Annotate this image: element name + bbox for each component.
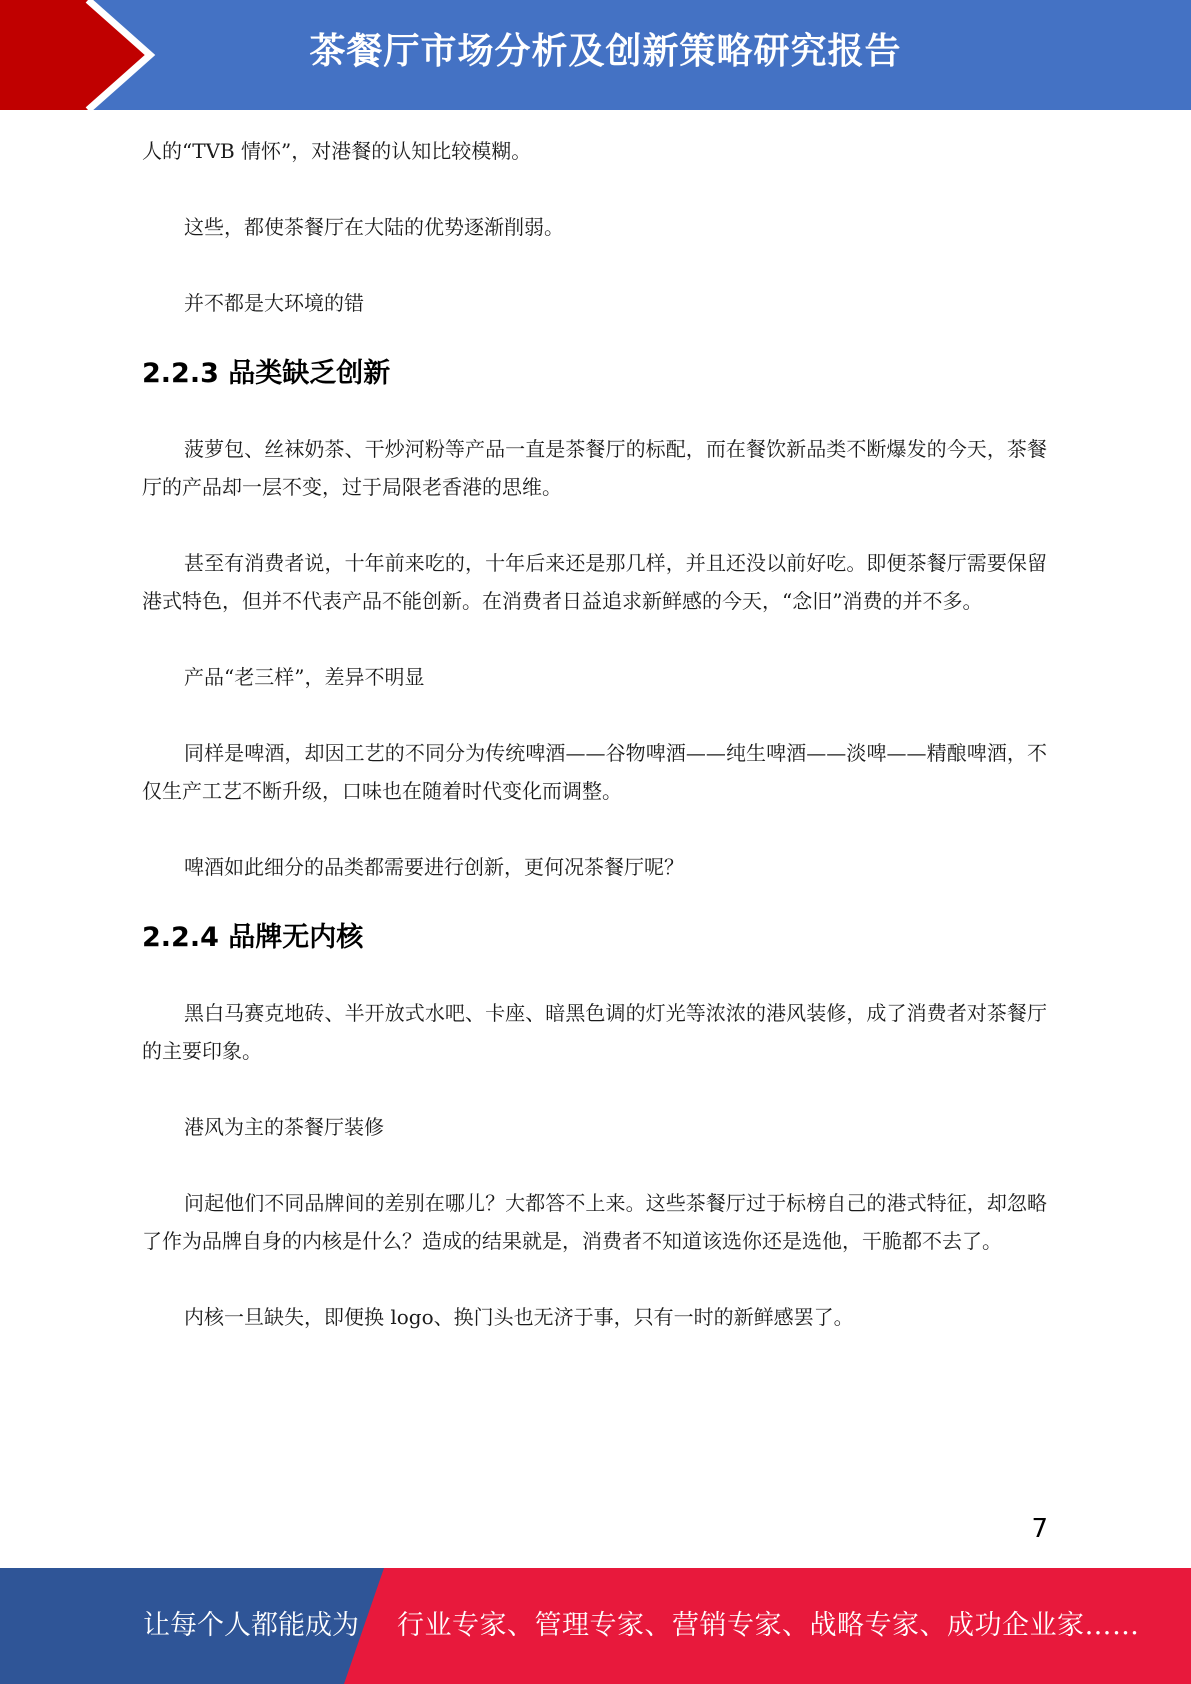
header-arrow-decoration — [0, 0, 160, 110]
page-footer — [0, 1568, 1191, 1684]
footer-slogan-lead: 让每个人都能成为 — [143, 1610, 359, 1641]
page-header — [0, 0, 1191, 110]
body-paragraph: 港风为主的茶餐厅装修 — [184, 1115, 384, 1139]
body-paragraph: 问起他们不同品牌间的差别在哪儿？大都答不上来。这些茶餐厅过于标榜自己的港式特征，却忽略了作为品牌自身的内核是什么？造成的结果就是，消费者不知道该选你还是选他，干脆都不去了。 — [142, 1191, 1047, 1253]
document-body — [142, 132, 1047, 1374]
body-paragraph: 同样是啤酒，却因工艺的不同分为传统啤酒——谷物啤酒——纯生啤酒——淡啤——精酿啤酒，不仅生产工艺不断升级，口味也在随着时代变化而调整。 — [142, 741, 1047, 803]
section-heading: 2.2.3 品类缺乏创新 — [142, 358, 391, 389]
body-paragraph: 内核一旦缺失，即便换 logo、换门头也无济于事，只有一时的新鲜感罢了。 — [184, 1305, 854, 1329]
body-paragraph: 菠萝包、丝袜奶茶、干炒河粉等产品一直是茶餐厅的标配，而在餐饮新品类不断爆发的今天，茶餐厅的产品却一层不变，过于局限老香港的思维。 — [142, 437, 1047, 499]
body-paragraph: 并不都是大环境的错 — [184, 291, 364, 315]
body-paragraph: 这些，都使茶餐厅在大陆的优势逐渐削弱。 — [184, 215, 564, 239]
body-paragraph: 人的“TVB 情怀”，对港餐的认知比较模糊。 — [142, 139, 532, 163]
report-title: 茶餐厅市场分析及创新策略研究报告 — [309, 31, 902, 72]
footer-slogan-roles: 行业专家、管理专家、营销专家、战略专家、成功企业家…… — [397, 1610, 1140, 1641]
body-paragraph: 产品“老三样”，差异不明显 — [184, 665, 425, 689]
body-paragraph: 啤酒如此细分的品类都需要进行创新，更何况茶餐厅呢？ — [184, 855, 684, 879]
body-paragraph: 黑白马赛克地砖、半开放式水吧、卡座、暗黑色调的灯光等浓浓的港风装修，成了消费者对茶餐厅的主要印象。 — [142, 1001, 1047, 1063]
page-number: 7 — [1031, 1514, 1048, 1544]
body-paragraph: 甚至有消费者说，十年前来吃的，十年后来还是那几样，并且还没以前好吃。即便茶餐厅需要保留港式特色，但并不代表产品不能创新。在消费者日益追求新鲜感的今天，“念旧”消费的并不多。 — [142, 551, 1047, 613]
section-heading: 2.2.4 品牌无内核 — [142, 922, 364, 953]
